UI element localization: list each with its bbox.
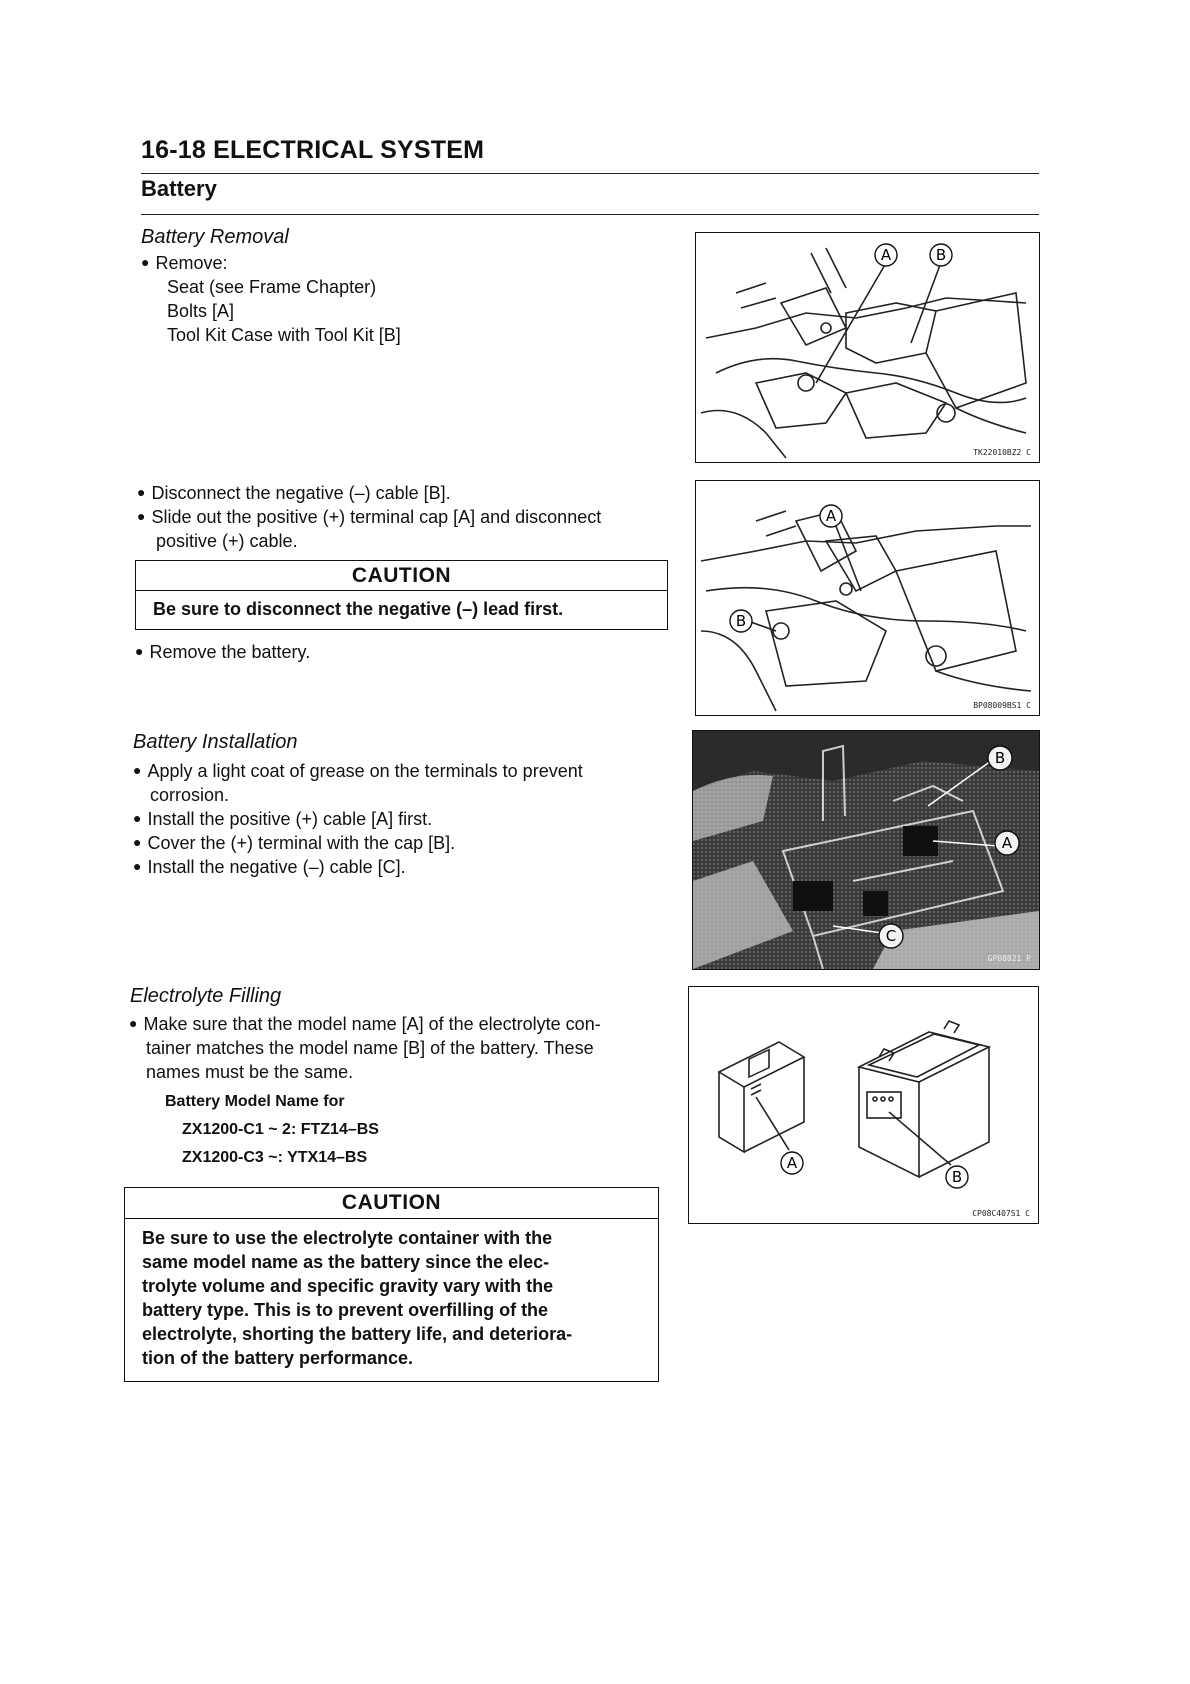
figure-battery-photo — [692, 730, 1040, 970]
figure-electrolyte-model-names — [688, 986, 1039, 1224]
remove-label: ● Remove: — [141, 252, 228, 276]
callout-label: B — [951, 1168, 963, 1186]
removal-caution-box — [135, 560, 668, 630]
callout-label: A — [825, 507, 837, 525]
electrolyte-line: names must be the same. — [146, 1062, 354, 1082]
figure-battery-terminals — [695, 480, 1040, 716]
caution-line: same model name as the battery since the elec- — [142, 1252, 550, 1272]
callout-label: A — [880, 246, 892, 264]
caution-title: CAUTION — [125, 1188, 658, 1219]
removal-step-continued: positive (+) cable. — [156, 531, 298, 551]
caution-line: Be sure to use the electrolyte container with the — [142, 1228, 553, 1248]
page-heading: 16-18 ELECTRICAL SYSTEM — [141, 136, 485, 164]
model-heading: Battery Model Name for — [165, 1093, 345, 1110]
installation-heading: Battery Installation — [133, 731, 298, 753]
electrolyte-line: ● Make sure that the model name [A] of the electrolyte con- — [129, 1013, 601, 1037]
section-rule — [141, 214, 1039, 215]
installation-step: ● Apply a light coat of grease on the terminals to prevent — [133, 760, 583, 784]
removal-final-step: ● Remove the battery. — [135, 641, 310, 665]
caution-line: tion of the battery performance. — [142, 1348, 414, 1368]
figure-code: BP08009BS1 C — [973, 701, 1031, 710]
callout-label: A — [786, 1154, 798, 1172]
electrolyte-caution-box — [124, 1187, 659, 1382]
installation-step: ● Cover the (+) terminal with the cap [B]. — [133, 832, 455, 856]
removal-heading: Battery Removal — [141, 226, 289, 248]
caution-line: electrolyte, shorting the battery life, and deteriora- — [142, 1324, 573, 1344]
callout-label: A — [1001, 834, 1013, 852]
remove-item: Tool Kit Case with Tool Kit [B] — [167, 325, 401, 345]
section-title: Battery — [141, 176, 217, 201]
figure-code: GP08021 P — [987, 954, 1031, 963]
remove-item: Seat (see Frame Chapter) — [167, 277, 377, 297]
installation-step-continued: corrosion. — [150, 785, 230, 805]
installation-step: ● Install the positive (+) cable [A] first. — [133, 808, 432, 832]
callout-label: B — [994, 749, 1006, 767]
model-line: ZX1200-C1 ~ 2: FTZ14–BS — [182, 1121, 379, 1138]
caution-line: battery type. This is to prevent overfilling of the — [142, 1300, 549, 1320]
caution-line: trolyte volume and specific gravity vary with the — [142, 1276, 554, 1296]
figure-code: TK22010BZ2 C — [973, 448, 1031, 457]
callout-label: C — [885, 927, 897, 945]
electrolyte-heading: Electrolyte Filling — [130, 985, 282, 1007]
removal-step: ● Slide out the positive (+) terminal cap [A] and disconnect — [137, 506, 601, 530]
model-line: ZX1200-C3 ~: YTX14–BS — [182, 1149, 368, 1166]
figure-tool-kit-case — [695, 232, 1040, 463]
installation-step: ● Install the negative (–) cable [C]. — [133, 856, 406, 880]
figure-code: CP08C407S1 C — [972, 1209, 1030, 1218]
removal-step: ● Disconnect the negative (–) cable [B]. — [137, 482, 451, 506]
caution-text: Be sure to disconnect the negative (–) lead first. — [153, 599, 564, 619]
electrolyte-line: tainer matches the model name [B] of the battery. These — [146, 1038, 594, 1058]
callout-label: B — [735, 612, 747, 630]
remove-item: Bolts [A] — [167, 301, 235, 321]
callout-label: B — [935, 246, 947, 264]
caution-title: CAUTION — [136, 561, 667, 591]
header-rule — [141, 173, 1039, 174]
